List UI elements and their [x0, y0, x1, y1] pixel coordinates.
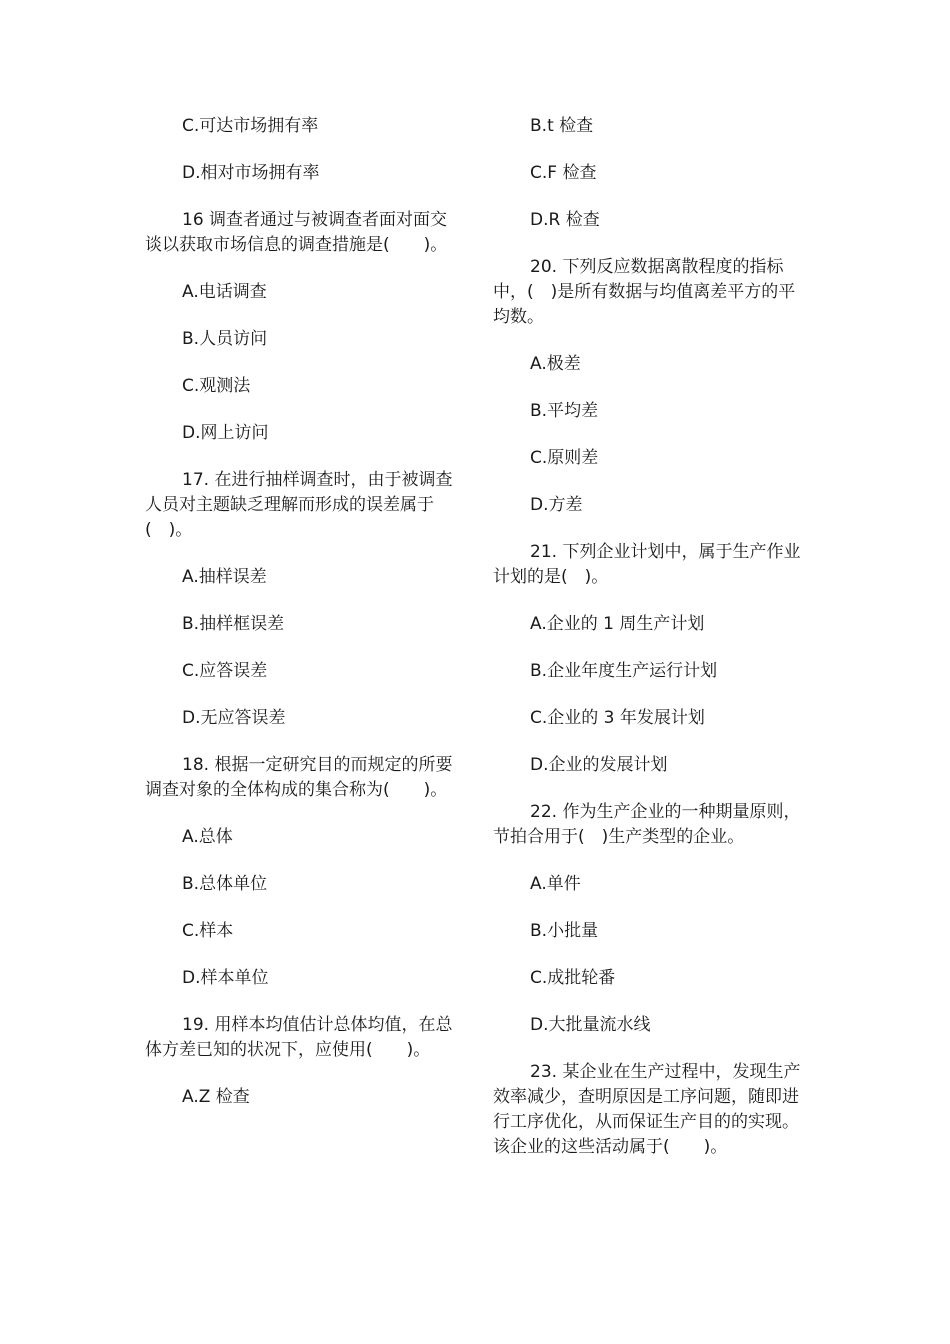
answer-option: D.样本单位: [182, 968, 269, 988]
question-text: 22. 作为生产企业的一种期量原则，节拍合用于( )生产类型的企业。: [493, 802, 801, 847]
question-text: 18. 根据一定研究目的而规定的所要调查对象的全体构成的集合称为( )。: [145, 755, 453, 800]
answer-option: D.R 检查: [530, 210, 600, 230]
answer-option: C.成批轮番: [530, 968, 616, 988]
answer-option: C.观测法: [182, 376, 251, 396]
answer-option: A.单件: [530, 874, 581, 894]
answer-option: B.人员访问: [182, 329, 268, 349]
answer-option: A.极差: [530, 354, 581, 374]
question-text: 17. 在进行抽样调查时，由于被调查人员对主题缺乏理解而形成的误差属于( )。: [145, 470, 453, 540]
answer-option: D.网上访问: [182, 423, 269, 443]
answer-option: C.原则差: [530, 448, 599, 468]
answer-option: B.t 检查: [530, 116, 594, 136]
question-text: 20. 下列反应数据离散程度的指标中，( )是所有数据与均值离差平方的平均数。: [493, 257, 796, 327]
answer-option: A.电话调查: [182, 282, 267, 302]
question-text: 23. 某企业在生产过程中，发现生产效率减少，查明原因是工序问题，随即进行工序优化，从而保证生产目的的实现。该企业的这些活动属于( )。: [493, 1062, 801, 1157]
answer-option: D.相对市场拥有率: [182, 163, 320, 183]
answer-option: B.抽样框误差: [182, 614, 285, 634]
right-column: [493, 114, 811, 1182]
answer-option: D.大批量流水线: [530, 1015, 651, 1035]
answer-option: B.平均差: [530, 401, 599, 421]
question-text: 19. 用样本均值估计总体均值，在总体方差已知的状况下，应使用( )。: [145, 1015, 453, 1060]
answer-option: B.企业年度生产运行计划: [530, 661, 718, 681]
answer-option: D.企业的发展计划: [530, 755, 668, 775]
answer-option: C.可达市场拥有率: [182, 116, 319, 136]
answer-option: D.方差: [530, 495, 583, 515]
question-text: 16 调查者通过与被调查者面对面交谈以获取市场信息的调查措施是( )。: [145, 210, 448, 255]
answer-option: A.总体: [182, 827, 233, 847]
answer-option: C.样本: [182, 921, 234, 941]
answer-option: C.F 检查: [530, 163, 597, 183]
answer-option: B.总体单位: [182, 874, 268, 894]
answer-option: A.Z 检查: [182, 1087, 250, 1107]
answer-option: C.应答误差: [182, 661, 268, 681]
answer-option: C.企业的 3 年发展计划: [530, 708, 705, 728]
answer-option: A.抽样误差: [182, 567, 267, 587]
answer-option: D.无应答误差: [182, 708, 286, 728]
answer-option: B.小批量: [530, 921, 599, 941]
question-text: 21. 下列企业计划中，属于生产作业计划的是( )。: [493, 542, 801, 587]
left-column: [145, 114, 463, 1132]
answer-option: A.企业的 1 周生产计划: [530, 614, 705, 634]
